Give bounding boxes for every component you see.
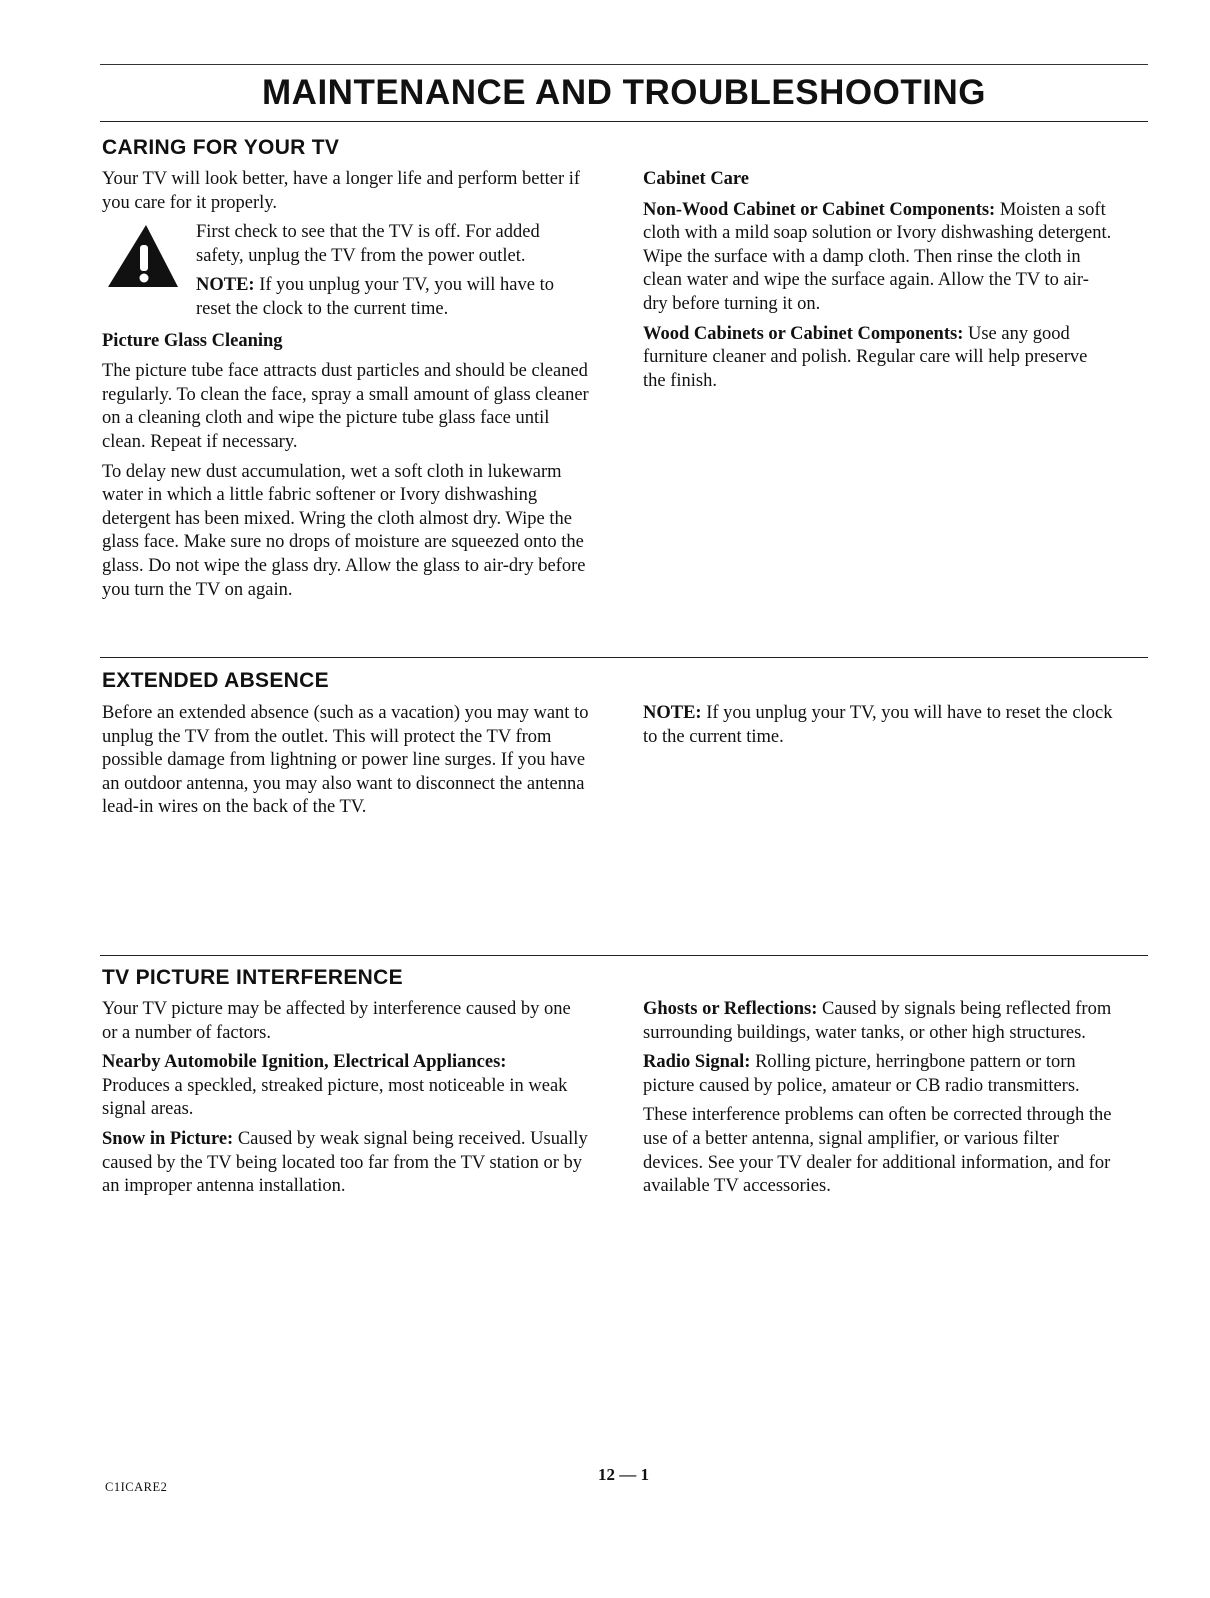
snow-text: Caused by weak signal being received. Usually caused by the TV being located too far from the TV station or by an improper antenna installation.: [102, 1128, 588, 1197]
ignition-label: Nearby Automobile Ignition, Electrical Appliances:: [102, 1052, 507, 1073]
warning-triangle-icon: [106, 223, 178, 289]
page-title: MAINTENANCE AND TROUBLESHOOTING: [262, 73, 986, 112]
section-heading-absence: EXTENDED ABSENCE: [102, 669, 329, 692]
absence-text: Before an extended absence (such as a vacation) you may want to unplug the TV from the outlet. This will protect the TV from possible damage from lightning or power line surges. If you have an outdoor antenna, you may also want to disconnect the antenna lead-in wires on the back of the TV.: [102, 703, 589, 818]
radio-text: Rolling picture, herringbone pattern or torn picture caused by police, amateur or CB radio transmitters.: [643, 1052, 1080, 1096]
wood-text: Use any good furniture cleaner and polish. Regular care will help preserve the finish.: [643, 323, 1088, 391]
caring-right-column: [643, 168, 1113, 399]
interference-right-column: [643, 998, 1113, 1205]
absence-note: [643, 702, 1113, 749]
interference-intro: Your TV picture may be affected by interference caused by one or a number of factors.: [102, 999, 571, 1043]
nonwood-text: Moisten a soft cloth with a mild soap solution or Ivory dishwashing detergent. Wipe the surface with a damp cloth. Then rinse the cloth in clean water and wipe the surface again. Allow the TV to air-dry before turning it on.: [643, 199, 1112, 314]
footer-code: C1ICARE2: [105, 1480, 168, 1494]
absence-note-text: If you unplug your TV, you will have to reset the clock to the current time.: [643, 703, 1113, 747]
section-heading-caring: CARING FOR YOUR TV: [102, 136, 340, 159]
radio-label: Radio Signal:: [643, 1052, 751, 1073]
cabinet-care-heading: Cabinet Care: [643, 169, 750, 189]
note-text: If you unplug your TV, you will have to reset the clock to the current time.: [196, 275, 554, 319]
absence-left-column: [102, 702, 590, 826]
top-rule: [100, 64, 1148, 65]
absence-rule: [100, 657, 1148, 658]
wood-label: Wood Cabinets or Cabinet Components:: [643, 323, 964, 344]
ghosts-text: Caused by signals being reflected from surrounding buildings, water tanks, or other high structures.: [643, 999, 1112, 1043]
caring-left-column: [102, 168, 590, 608]
interference-left-column: [102, 998, 590, 1205]
nonwood-cabinet-para: [643, 199, 1113, 317]
caring-intro: Your TV will look better, have a longer life and perform better if you care for it properly.: [102, 169, 581, 213]
ignition-text: Produces a speckled, streaked picture, most noticeable in weak signal areas.: [102, 1075, 568, 1120]
caring-note: [196, 274, 590, 321]
section-heading-interference: TV PICTURE INTERFERENCE: [102, 966, 403, 989]
page-number: 12 — 1: [598, 1465, 649, 1484]
radio-para: [643, 1051, 1113, 1098]
snow-para: [102, 1128, 590, 1199]
picture-glass-heading: Picture Glass Cleaning: [102, 330, 283, 351]
ghosts-label: Ghosts or Reflections:: [643, 999, 818, 1019]
absence-note-label: NOTE:: [643, 703, 702, 723]
safety-warning: [102, 221, 590, 321]
interference-closing: These interference problems can often be corrected through the use of a better antenna, signal amplifier, or various filter devices. See your TV dealer for additional information, and for available TV accessories.: [643, 1105, 1112, 1197]
picture-glass-para-2: To delay new dust accumulation, wet a soft cloth in lukewarm water in which a little fabric softener or Ivory dishwashing detergent has been mixed. Wring the cloth almost dry. Wipe the glass face. Make sure no drops of moisture are squeezed onto the glass. Do not wipe the glass dry. Allow the glass to air-dry before you turn the TV on again.: [102, 461, 586, 600]
warning-text: First check to see that the TV is off. For added safety, unplug the TV from the power outlet.: [196, 222, 540, 266]
title-rule: [100, 121, 1148, 122]
interference-rule: [100, 955, 1148, 956]
wood-cabinet-para: [643, 323, 1113, 394]
snow-label: Snow in Picture:: [102, 1128, 234, 1149]
nonwood-label: Non-Wood Cabinet or Cabinet Components:: [643, 199, 996, 220]
note-label: NOTE:: [196, 275, 255, 296]
ghosts-para: [643, 998, 1113, 1045]
absence-right-column: [643, 702, 1113, 755]
picture-glass-para-1: The picture tube face attracts dust particles and should be cleaned regularly. To clean the face, spray a small amount of glass cleaner on a cleaning cloth and wipe the picture tube glass face until clean. Repeat if necessary.: [102, 361, 589, 452]
